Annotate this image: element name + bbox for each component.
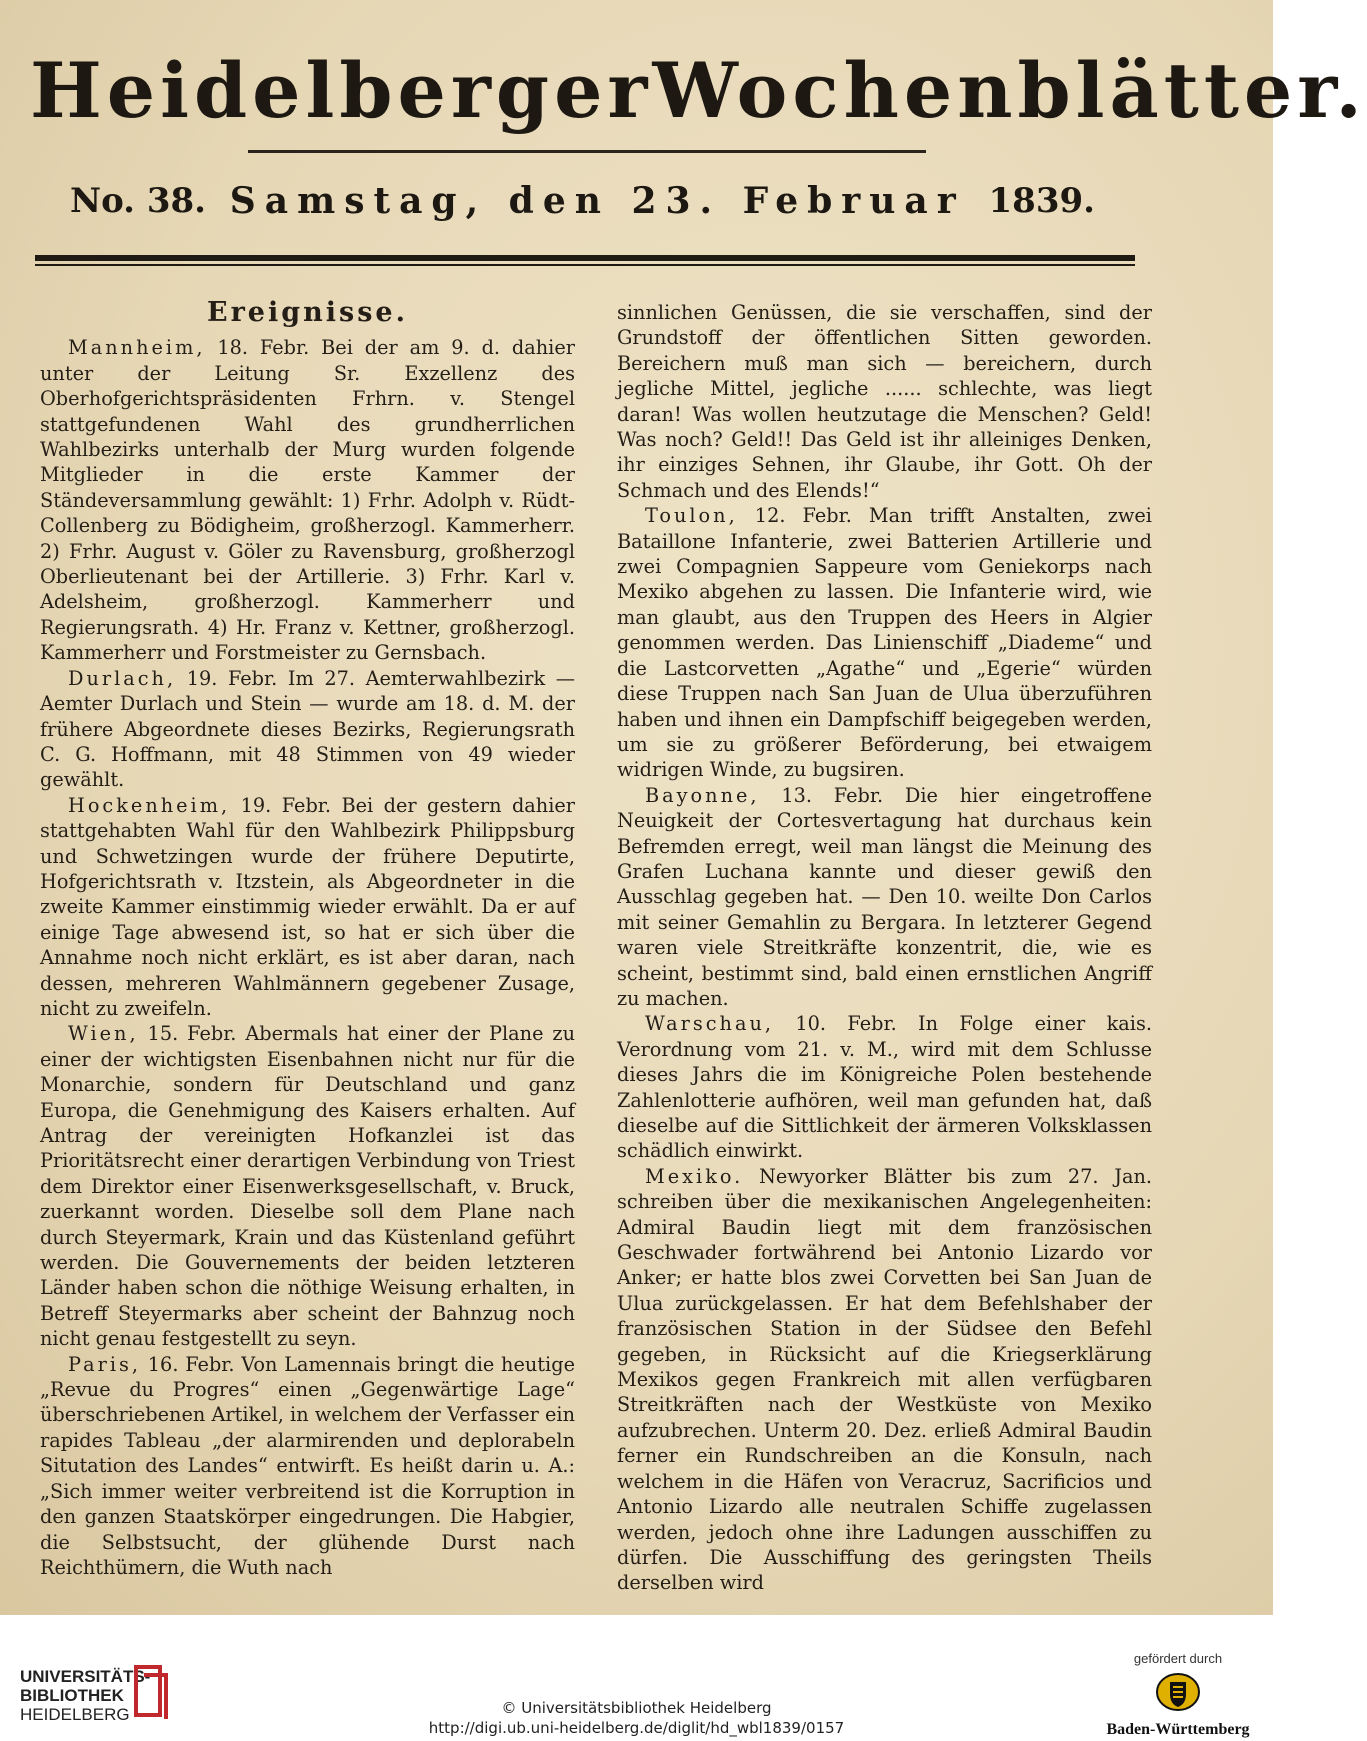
article-text: 12. Febr. Man trifft Anstalten, zwei Bataillone Infanterie, zwei Batterien Artillerie und zwei Compagnien Sappeure vom Geniekorps nach Mexiko abgehen zu lassen. Die Infanterie wird, wie man glaubt, aus den Truppen des Heers in Algier genommen werden. Das Linienschiff „Diademe“ und die Lastcorvetten „Agathe“ und „Egerie“ würden diese Truppen nach San Juan de Ulua überzuführen haben und ihnen ein Dampfschiff beigegeben werden, um sie zu größerer Beförderung, bei etwaigem widrigen Winde, zu bugsiren. <box>617 504 1152 782</box>
article-text: 19. Febr. Im 27. Aemterwahlbezirk — Aemter Durlach und Stein — wurde am 18. d. M. der frühere Abgeordnete dieses Bezirks, Regierungsrath C. G. Hoffmann, mit 48 Stimmen von 49 wieder gewählt. <box>40 666 575 792</box>
state-coat-of-arms-icon <box>1155 1672 1201 1712</box>
article-text: 15. Febr. Abermals hat einer der Plane zu einer der wichtigsten Eisenbahnen nicht nur für die Monarchie, sondern für Deutschland und ganz Europa, die Genehmigung des Kaisers erhalten. Auf Antrag der vereinigten Hofkanzlei ist das Prioritätsrecht einer derartigen Verbindung von Triest dem Direktor einer Eisenwerksgesellschaft, v. Bruck, zuerkannt worden. Dieselbe soll dem Plane nach durch Steyermark, Krain und das Küstenland geführt werden. Die Gouvernements der beiden letzteren Länder haben schon die nöthige Weisung erhalten, in Betreff Steyermarks aber scheint der Bahnzug noch nicht genau festgestellt zu seyn. <box>40 1022 575 1351</box>
article-text: Newyorker Blätter bis zum 27. Jan. schreiben über die mexikanischen Angelegenheiten: Admiral Baudin liegt mit dem französischen Geschwader fortwährend bei Antonio Lizardo vor Anker; er hatte blos zwei Corvetten bei San Juan de Ulua zurückgelassen. Er hat dem Befehlshaber der französischen Station in der Südsee den Befehl gegeben, in Rücksicht auf die Kriegserklärung Mexikos gegen Frankreich mit allen verfügbaren Streitkräften nach der Westküste von Mexiko aufzubrechen. Unterm 20. Dez. erließ Admiral Baudin ferner ein Rundschreiben an die Konsuln, nach welchem in die Häfen von Veracruz, Sacrificios und Antonio Lizardo alle neutralen Schiffe zugelassen werden, jedoch ohne ihre Ladungen ausschiffen zu dürfen. Die Ausschiffung des geringsten Theils derselben wird <box>617 1164 1152 1595</box>
issue-number: No. 38. <box>70 181 206 221</box>
article-dateline-location: Mexiko. <box>645 1164 744 1188</box>
article-paragraph <box>40 1352 575 1581</box>
article-dateline-location: Paris, <box>68 1352 142 1376</box>
right-articles <box>617 300 1152 1596</box>
article-dateline-location: Bayonne, <box>645 783 760 807</box>
article-text: 13. Febr. Die hier eingetroffene Neuigkeit der Cortesvertagung hat durchaus kein Befremden erregt, weil man längst die Meinung des Grafen Luchana kannte und dieser gewiß den Ausschlag gegeben hat. — Den 10. weilte Don Carlos mit seiner Gemahlin zu Bergara. In letzterer Gegend waren viele Streitkräfte konzentrit, die, wie es scheint, bestimmt sind, bald einen ernstlichen Angriff zu machen. <box>617 783 1152 1010</box>
column-left <box>40 298 575 1598</box>
dateline <box>70 176 1095 226</box>
article-text: sinnlichen Genüssen, die sie verschaffen, sind der Grundstoff der öffentlichen Sitten geworden. Bereichern muß man sich — bereichern, durch jegliche Mittel, jegliche ...... schlechte, was liegt daran! Was wollen heutzutage die Menschen? Geld! Was noch? Geld!! Das Geld ist ihr alleiniges Denken, ihr einziges Sehnen, ihr Glaube, ihr Gott. Oh der Schmach und des Elends!“ <box>617 301 1152 502</box>
article-dateline-location: Wien, <box>68 1022 139 1046</box>
article-paragraph <box>617 783 1152 1012</box>
article-paragraph <box>617 300 1152 503</box>
article-paragraph <box>40 666 575 793</box>
header-divider-thin <box>35 264 1135 266</box>
article-dateline-location: Mannheim, <box>68 336 206 360</box>
header-divider <box>35 255 1135 261</box>
library-line-3: HEIDELBERG <box>20 1705 130 1724</box>
footer <box>0 1615 1273 1741</box>
column-right <box>617 300 1152 1600</box>
article-text: 18. Febr. Bei der am 9. d. dahier unter der Leitung Sr. Exzellenz des Oberhofgerichtspräsidenten Frhrn. v. Stengel stattgefundenen Wahl des grundherrlichen Wahlbezirks unterhalb der Murg wurden folgende Mitglieder in die erste Kammer der Ständeversammlung gewählt: 1) Frhr. Adolph v. Rüdt-Collenberg zu Bödigheim, großherzogl. Kammerherr. 2) Frhr. August v. Göler zu Ravensburg, großherzogl Oberlieutenant bei der Artillerie. 3) Frhr. Karl v. Adelsheim, großherzogl. Kammerherr und Regierungsrath. 4) Hr. Franz v. Kettner, großherzogl. Kammerherr und Forstmeister zu Gernsbach. <box>40 336 575 665</box>
article-dateline-location: Warschau, <box>645 1012 775 1036</box>
library-line-1: UNIVERSITÄTS- <box>20 1667 151 1686</box>
article-dateline-location: Toulon, <box>645 504 738 528</box>
article-paragraph <box>40 793 575 1022</box>
article-dateline-location: Durlach, <box>68 666 177 690</box>
issue-date: Samstag, den 23. Februar <box>229 180 965 222</box>
article-paragraph <box>40 335 575 665</box>
funded-by-label: gefördert durch <box>1133 1651 1223 1666</box>
left-articles <box>40 335 575 1580</box>
article-paragraph <box>40 1021 575 1351</box>
funder-block <box>1103 1651 1253 1739</box>
masthead <box>30 40 1367 140</box>
funder-name: Baden-Württemberg <box>1106 1721 1250 1738</box>
article-paragraph <box>617 1011 1152 1163</box>
article-dateline-location: Hockenheim, <box>68 793 231 817</box>
masthead-title-left: Heidelberger <box>30 45 653 135</box>
library-line-2: BIBLIOTHEK <box>20 1686 124 1705</box>
article-text: 16. Febr. Von Lamennais bringt die heutige „Revue du Progres“ einen „Gegenwärtige Lage“ überschriebenen Artikel, in welchem der Verfasser ein rapides Tableau „der alarmirenden und deplorabeln Situtation des Landes“ entwirft. Es heißt darin u. A.: „Sich immer weiter verbreitend ist die Korruption in den ganzen Staatskörper eingedrungen. Die Habgier, die Selbstsucht, der glühende Durst nach Reichthümern, die Wuth nach <box>40 1352 575 1579</box>
article-paragraph <box>617 503 1152 782</box>
source-url[interactable]: http://digi.ub.uni-heidelberg.de/diglit/hd_wbl1839/0157 <box>428 1719 845 1737</box>
copyright-notice: © Universitätsbibliothek Heidelberg <box>501 1699 772 1717</box>
issue-year: 1839. <box>988 181 1095 221</box>
article-text: 10. Febr. In Folge einer kais. Verordnung vom 21. v. M., wird mit dem Schlusse dieses Jahrs die im Königreiche Polen bestehende Zahlenlotterie aufhören, weil man gefunden hat, daß dieselbe auf die Sittlichkeit der ärmeren Volksklassen schädlich einwirkt. <box>617 1012 1152 1163</box>
masthead-title-right: Wochenblätter. <box>652 45 1367 135</box>
article-paragraph <box>617 1164 1152 1596</box>
section-title: Ereignisse. <box>207 297 408 328</box>
masthead-rule <box>248 150 926 153</box>
article-text: 19. Febr. Bei der gestern dahier stattgehabten Wahl für den Wahlbezirk Philippsburg und Schwetzingen wurde der frühere Deputirte, Hofgerichtsrath v. Itzstein, als Abgeordneter in die zweite Kammer einstimmig wieder erwählt. Da er auf einige Tage abwesend ist, so hat er sich über die Annahme noch nicht erklärt, es ist aber daran, nach dessen, mehreren Wahlmännern gegebener Zusage, nicht zu zweifeln. <box>40 793 575 1020</box>
